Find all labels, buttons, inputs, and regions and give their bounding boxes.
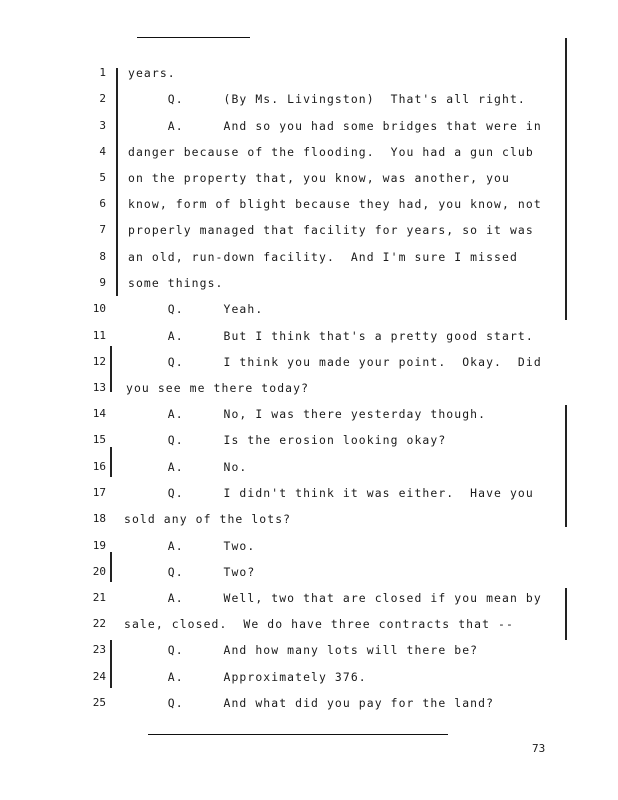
line-number: 25 — [92, 696, 106, 709]
line-text: A. No. — [128, 460, 248, 474]
line-number: 19 — [92, 539, 106, 552]
line-text: an old, run-down facility. And I'm sure I missed — [128, 250, 518, 264]
line-number: 6 — [99, 197, 106, 210]
line-text: A. And so you had some bridges that were in — [128, 119, 542, 133]
left-margin-bar — [110, 346, 112, 392]
line-number: 13 — [92, 381, 106, 394]
left-margin-bar — [110, 640, 112, 688]
line-number: 11 — [92, 329, 106, 342]
line-text: Q. Is the erosion looking okay? — [128, 433, 447, 447]
line-number: 16 — [92, 460, 106, 473]
line-text: Q. And how many lots will there be? — [128, 643, 479, 657]
line-number: 12 — [92, 355, 106, 368]
line-text: some things. — [128, 276, 224, 290]
line-number: 15 — [92, 433, 106, 446]
line-number: 9 — [99, 276, 106, 289]
line-text: on the property that, you know, was another, you — [128, 171, 510, 185]
line-text: properly managed that facility for years, so it was — [128, 223, 534, 237]
right-margin-bar — [565, 405, 567, 527]
line-text: A. But I think that's a pretty good start. — [128, 329, 534, 343]
line-number: 8 — [99, 250, 106, 263]
line-text: A. Approximately 376. — [128, 670, 367, 684]
line-text: Q. (By Ms. Livingston) That's all right. — [128, 92, 526, 106]
page-number: 73 — [532, 742, 546, 755]
line-number: 5 — [99, 171, 106, 184]
line-text: A. No, I was there yesterday though. — [128, 407, 487, 421]
line-number: 1 — [99, 66, 106, 79]
line-text: know, form of blight because they had, you know, not — [128, 197, 542, 211]
line-text: A. Two. — [128, 539, 256, 553]
line-number: 2 — [99, 92, 106, 105]
right-margin-bar — [565, 38, 567, 320]
bottom-rule — [148, 734, 448, 735]
line-text: A. Well, two that are closed if you mean by — [128, 591, 542, 605]
line-text: Q. Yeah. — [128, 302, 264, 316]
left-margin-bar — [110, 552, 112, 582]
top-rule — [137, 37, 250, 38]
line-number: 3 — [99, 119, 106, 132]
line-text: Q. And what did you pay for the land? — [128, 696, 495, 710]
line-text: Q. I think you made your point. Okay. Did — [128, 355, 542, 369]
line-number: 4 — [99, 145, 106, 158]
left-margin-bar — [116, 68, 118, 296]
line-number: 20 — [92, 565, 106, 578]
line-number: 23 — [92, 643, 106, 656]
line-text: Q. I didn't think it was either. Have you — [128, 486, 534, 500]
line-text: danger because of the flooding. You had a gun club — [128, 145, 534, 159]
line-text: sale, closed. We do have three contracts that -- — [124, 617, 514, 631]
line-number: 17 — [92, 486, 106, 499]
line-number: 21 — [92, 591, 106, 604]
line-number: 10 — [92, 302, 106, 315]
left-margin-bar — [110, 447, 112, 477]
line-text: sold any of the lots? — [124, 512, 292, 526]
line-text: Q. Two? — [128, 565, 256, 579]
line-number: 22 — [92, 617, 106, 630]
line-text: years. — [128, 66, 176, 80]
right-margin-bar — [565, 588, 567, 640]
line-number: 18 — [92, 512, 106, 525]
line-number: 24 — [92, 670, 106, 683]
line-number: 14 — [92, 407, 106, 420]
line-text: you see me there today? — [126, 381, 310, 395]
line-number: 7 — [99, 223, 106, 236]
